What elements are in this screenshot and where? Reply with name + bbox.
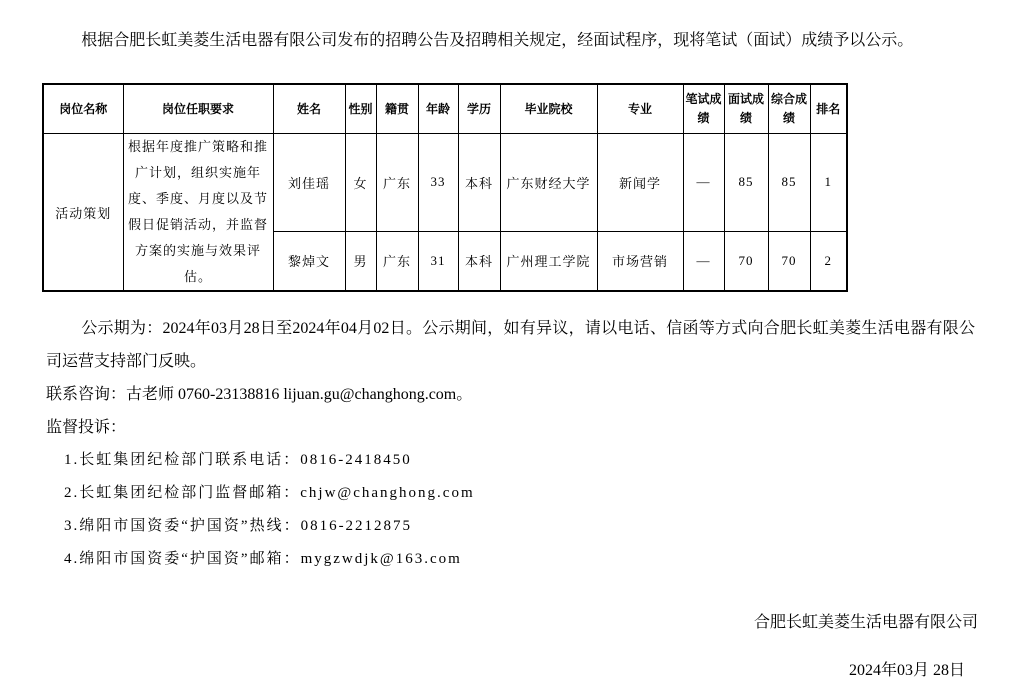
education-cell: 本科 xyxy=(458,134,500,232)
supervision-item-2: 2.长虹集团纪检部门监督邮箱：chjw@changhong.com xyxy=(64,485,475,501)
supervision-title: 监督投诉： xyxy=(46,419,127,436)
results-table xyxy=(42,83,848,292)
header-school: 毕业院校 xyxy=(500,84,597,134)
supervision-item-1: 1.长虹集团纪检部门联系电话：0816-2418450 xyxy=(64,452,412,468)
supervision-item-3: 3.绵阳市国资委“护国资”热线：0816-2212875 xyxy=(64,518,413,534)
position-cell: 活动策划 xyxy=(43,134,123,292)
age-cell: 31 xyxy=(418,231,458,291)
header-requirements: 岗位任职要求 xyxy=(123,84,273,134)
header-major: 专业 xyxy=(597,84,683,134)
header-education: 学历 xyxy=(458,84,500,134)
header-interview-score: 面试成绩 xyxy=(724,84,768,134)
major-cell: 市场营销 xyxy=(597,231,683,291)
interview-score-cell: 70 xyxy=(724,231,768,291)
written-score-cell: — xyxy=(683,231,724,291)
intro-paragraph: 根据合肥长虹美菱生活电器有限公司发布的招聘公告及招聘相关规定，经面试程序，现将笔试（面试）成绩予以公示。 xyxy=(81,32,914,49)
header-combined-score: 综合成绩 xyxy=(768,84,810,134)
education-cell: 本科 xyxy=(458,231,500,291)
header-position: 岗位名称 xyxy=(43,84,123,134)
origin-cell: 广东 xyxy=(376,231,418,291)
header-written-score: 笔试成绩 xyxy=(683,84,724,134)
name-cell: 刘佳瑶 xyxy=(273,134,345,232)
notice-block xyxy=(0,292,1021,576)
header-origin: 籍贯 xyxy=(376,84,418,134)
combined-score-cell: 70 xyxy=(768,231,810,291)
header-gender: 性别 xyxy=(345,84,376,134)
rank-cell: 2 xyxy=(810,231,847,291)
interview-score-cell: 85 xyxy=(724,134,768,232)
header-age: 年龄 xyxy=(418,84,458,134)
requirements-cell: 根据年度推广策略和推广计划，组织实施年度、季度、月度以及节假日促销活动，并监督方案的实施与效果评估。 xyxy=(123,134,273,292)
name-cell: 黎焯文 xyxy=(273,231,345,291)
rank-cell: 1 xyxy=(810,134,847,232)
publicity-period-paragraph: 公示期为：2024年03月28日至2024年04月02日。公示期间，如有异议，请以电话、信函等方式向合肥长虹美菱生活电器有限公司运营支持部门反映。 xyxy=(46,320,975,370)
school-cell: 广州理工学院 xyxy=(500,231,597,291)
gender-cell: 女 xyxy=(345,134,376,232)
contact-line: 联系咨询：古老师 0760-23138816 lijuan.gu@changhong.com。 xyxy=(46,386,473,403)
age-cell: 33 xyxy=(418,134,458,232)
signature-date: 2024年03月 28日 xyxy=(848,662,965,679)
table-row-candidate-1 xyxy=(43,134,847,232)
table-header-row xyxy=(43,84,847,134)
signature-company: 合肥长虹美菱生活电器有限公司 xyxy=(753,614,978,631)
school-cell: 广东财经大学 xyxy=(500,134,597,232)
header-rank: 排名 xyxy=(810,84,847,134)
supervision-item-4: 4.绵阳市国资委“护国资”邮箱：mygzwdjk@163.com xyxy=(64,551,462,567)
written-score-cell: — xyxy=(683,134,724,232)
header-name: 姓名 xyxy=(273,84,345,134)
combined-score-cell: 85 xyxy=(768,134,810,232)
gender-cell: 男 xyxy=(345,231,376,291)
origin-cell: 广东 xyxy=(376,134,418,232)
major-cell: 新闻学 xyxy=(597,134,683,232)
